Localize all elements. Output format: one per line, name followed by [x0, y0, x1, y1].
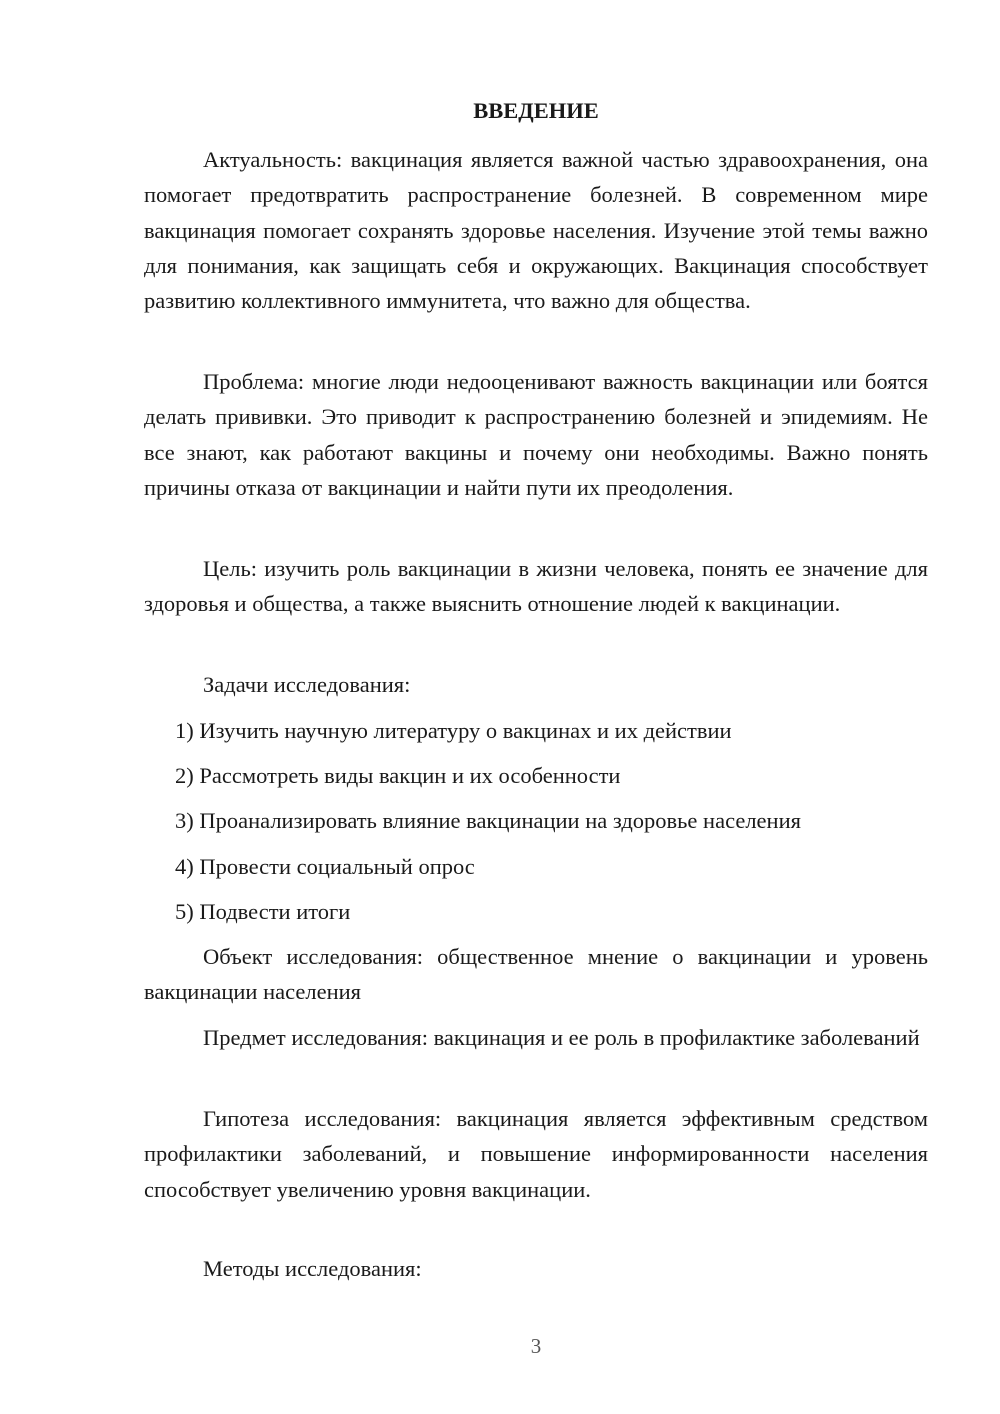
paragraph-hypothesis: Гипотеза исследования: вакцинация является эффективным средством профилактики заболеваний, и повышение информированности населения способствует увеличению уровня вакцинации. [144, 1106, 928, 1202]
page-title: ВВЕДЕНИЕ [473, 98, 599, 123]
page-number: 3 [530, 1334, 542, 1358]
task-item-5: 5) Подвести итоги [175, 899, 351, 924]
tasks-heading: Задачи исследования: [203, 672, 411, 697]
task-item-2: 2) Рассмотреть виды вакцин и их особенности [175, 763, 621, 788]
task-item-4: 4) Провести социальный опрос [175, 854, 475, 879]
paragraph-methods: Методы исследования: [203, 1256, 422, 1281]
task-item-3: 3) Проанализировать влияние вакцинации на здоровье населения [175, 808, 801, 833]
task-item-1: 1) Изучить научную литературу о вакцинах и их действии [175, 718, 732, 743]
paragraph-problem: Проблема: многие люди недооценивают важность вакцинации или боятся делать прививки. Это приводит к распространению болезней и эпидемиям. Не все знают, как работают вакцины и почему они необходимы. Важно понять причины отказа от вакцинации и найти пути их преодоления. [144, 369, 928, 500]
paragraph-relevance: Актуальность: вакцинация является важной частью здравоохранения, она помогает предотвратить распространение болезней. В современном мире вакцинация помогает сохранять здоровье населения. Изучение этой темы важно для понимания, как защищать себя и окружающих. Вакцинация способствует развитию коллективного иммунитета, что важно для общества. [144, 147, 928, 314]
paragraph-object: Объект исследования: общественное мнение о вакцинации и уровень вакцинации населения [144, 944, 928, 1005]
paragraph-goal: Цель: изучить роль вакцинации в жизни человека, понять ее значение для здоровья и общества, а также выяснить отношение людей к вакцинации. [144, 556, 928, 617]
paragraph-subject: Предмет исследования: вакцинация и ее роль в профилактике заболеваний [203, 1025, 920, 1050]
